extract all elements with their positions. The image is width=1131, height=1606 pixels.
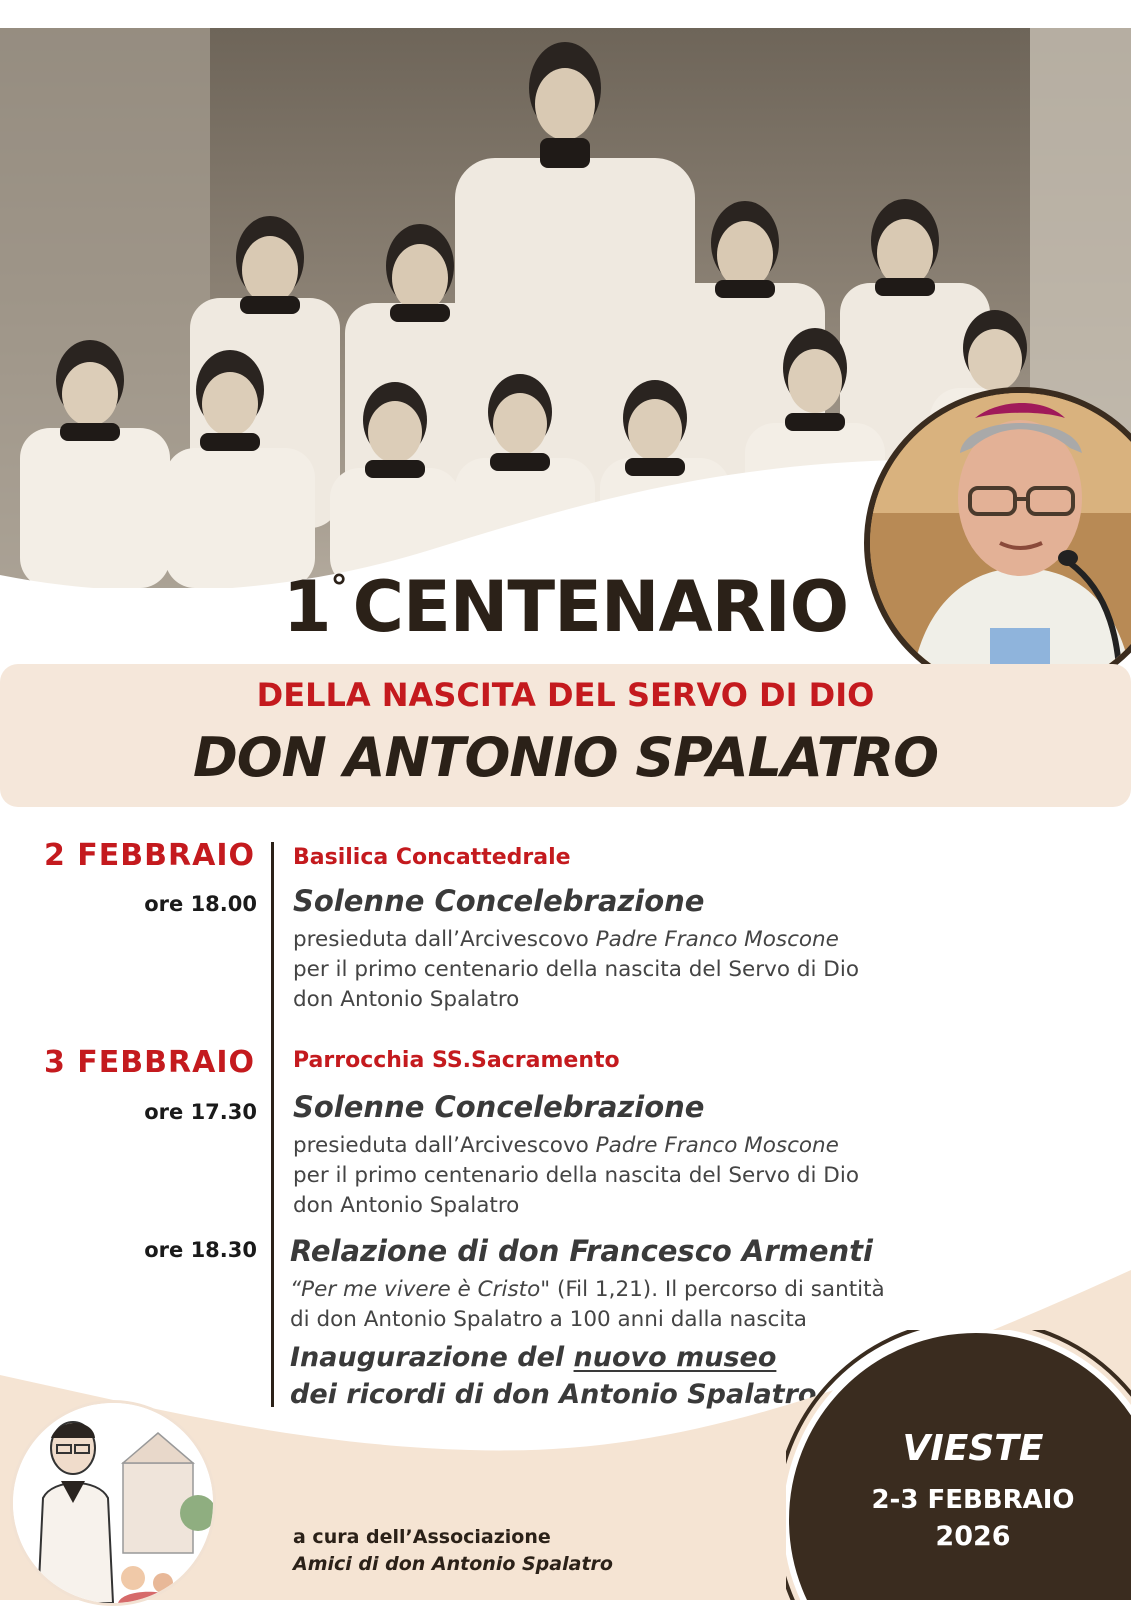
day2-time2: ore 18.30 bbox=[144, 1238, 257, 1262]
page-title bbox=[0, 566, 1131, 648]
day2-event2-after-quote: " (Fil 1,21). Il percorso di santità bbox=[540, 1277, 885, 1302]
title-number: 1 bbox=[282, 566, 331, 648]
day2-time1: ore 17.30 bbox=[144, 1100, 257, 1124]
day2-event1-line3: don Antonio Spalatro bbox=[293, 1193, 520, 1218]
day1-event-description bbox=[293, 925, 933, 1015]
title-word: CENTENARIO bbox=[352, 566, 849, 648]
day2-event1-line1b: Padre Franco Moscone bbox=[595, 1133, 839, 1158]
day1-event-title: Solenne Concelebrazione bbox=[293, 884, 705, 918]
day1-desc-line3: don Antonio Spalatro bbox=[293, 987, 520, 1012]
day2-event2-line2: di don Antonio Spalatro a 100 anni dalla nascita bbox=[290, 1307, 807, 1332]
day2-event1-description bbox=[293, 1131, 933, 1221]
honoree-name: DON ANTONIO SPALATRO bbox=[192, 726, 939, 789]
credit-line2: Amici di don Antonio Spalatro bbox=[293, 1553, 613, 1575]
day2-event2-title: Relazione di don Francesco Armenti bbox=[290, 1234, 873, 1268]
day2-event3-line2: dei ricordi di don Antonio Spalatro bbox=[290, 1379, 817, 1410]
day1-desc-line2: per il primo centenario della nascita del Servo di Dio bbox=[293, 957, 859, 982]
day1-date: 2 FEBBRAIO bbox=[43, 838, 255, 873]
day2-date: 3 FEBBRAIO bbox=[43, 1045, 255, 1080]
event-dates: 2-3 FEBBRAIO bbox=[871, 1485, 1075, 1515]
day1-time: ore 18.00 bbox=[144, 892, 257, 916]
day2-event1-line2: per il primo centenario della nascita del Servo di Dio bbox=[293, 1163, 859, 1188]
day1-desc-line1b: Padre Franco Moscone bbox=[595, 927, 839, 952]
association-logo bbox=[10, 1400, 216, 1606]
day2-event3-museum: nuovo museo bbox=[573, 1342, 777, 1373]
credit-line1: a cura dell’Associazione bbox=[293, 1526, 551, 1548]
day2-venue: Parrocchia SS.Sacramento bbox=[293, 1048, 620, 1073]
subtitle: DELLA NASCITA DEL SERVO DI DIO bbox=[256, 676, 875, 714]
day2-event1-line1a: presieduta dall’Arcivescovo bbox=[293, 1133, 596, 1158]
day1-desc-line1a: presieduta dall’Arcivescovo bbox=[293, 927, 596, 952]
title-degree: ° bbox=[330, 568, 347, 608]
day2-event2-quote: “Per me vivere è Cristo bbox=[290, 1277, 541, 1302]
event-city: VIESTE bbox=[902, 1428, 1044, 1469]
event-year: 2026 bbox=[935, 1521, 1011, 1552]
day2-event3-line1a: Inaugurazione del bbox=[290, 1342, 574, 1373]
day1-venue: Basilica Concattedrale bbox=[293, 845, 571, 870]
day2-event1-title: Solenne Concelebrazione bbox=[293, 1090, 705, 1124]
